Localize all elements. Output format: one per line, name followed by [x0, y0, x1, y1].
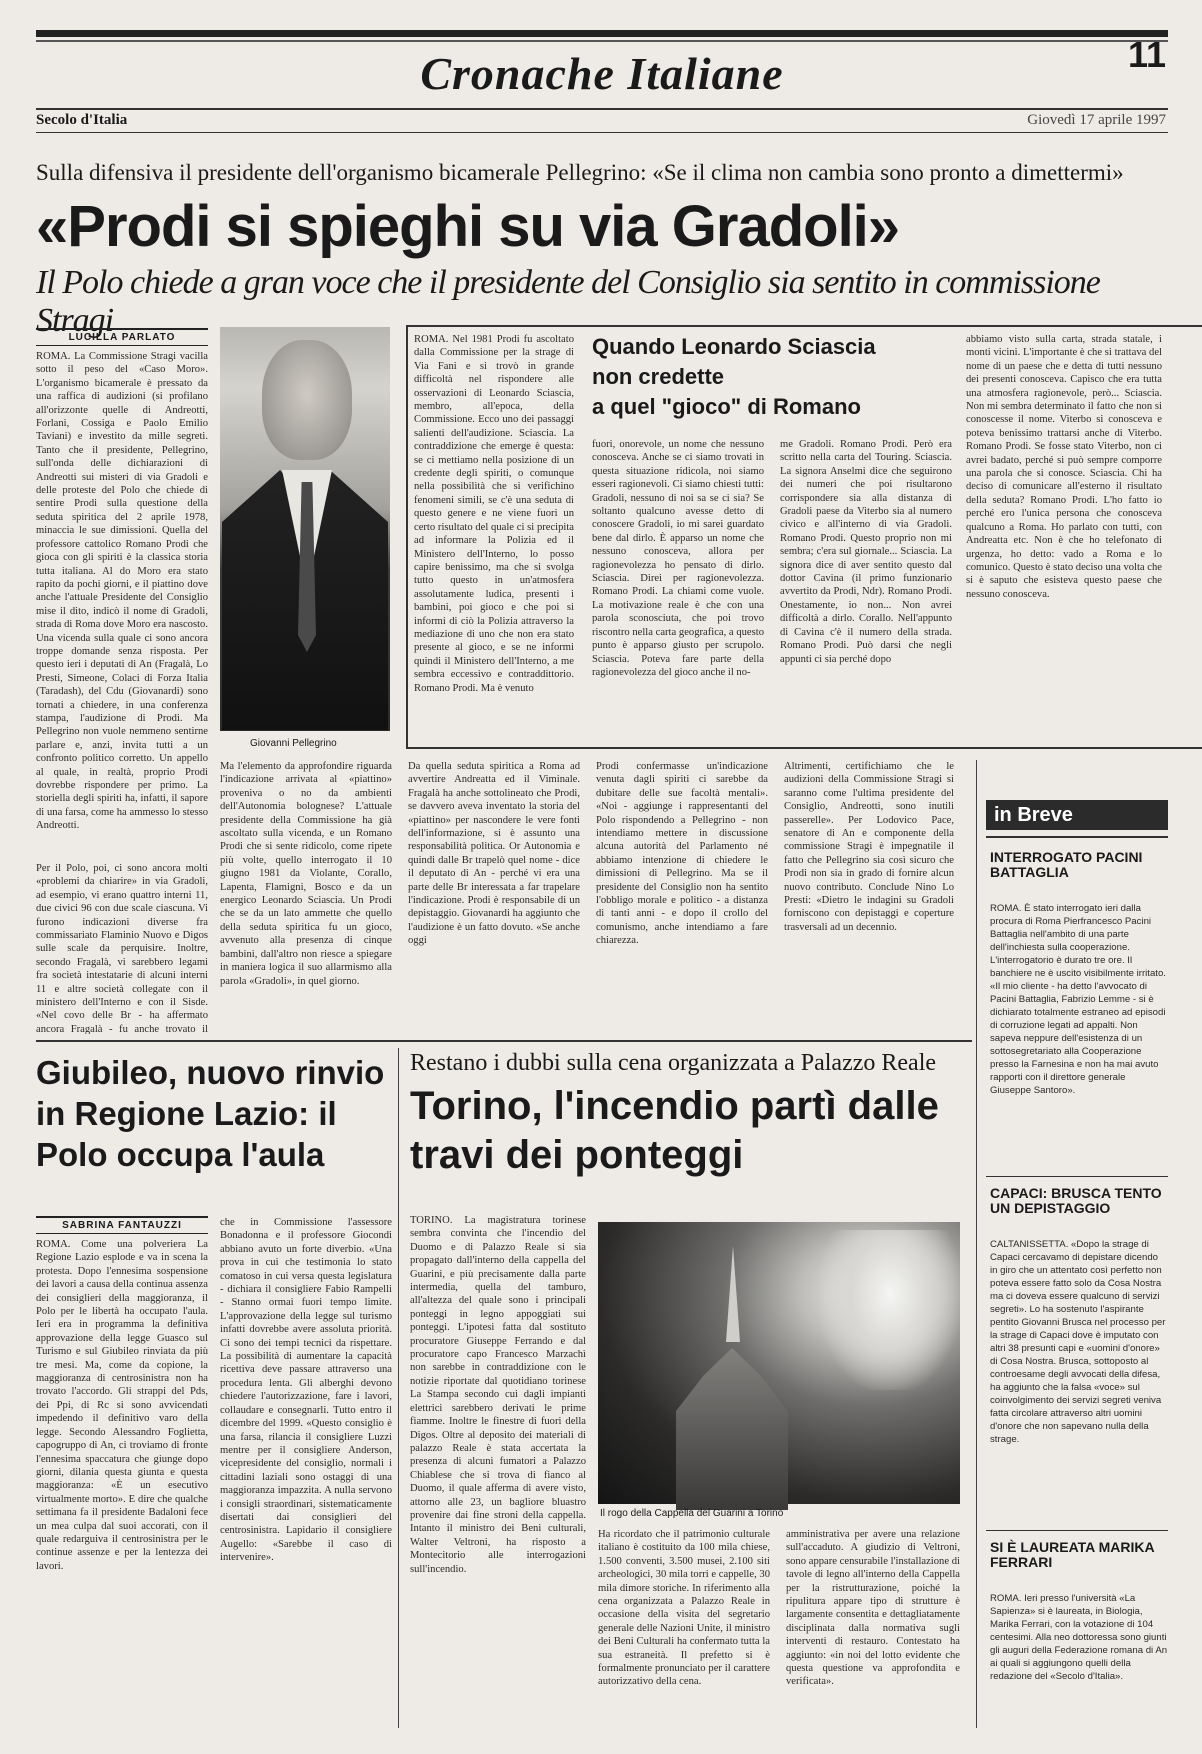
main-byline: LUCILLA PARLATO — [36, 328, 208, 346]
torino-fire-photo-smoke — [820, 1230, 960, 1390]
sciascia-box-col-c: me Gradoli. Romano Prodi. Però era scritto nella carta del Touring. Sciascia. La signora Anselmi dice che seguirono dei numeri che poi risultarono corrispondere sia alla distanza di Gradoli paese da Viterbo sia al numero civico e all'interno di via Gradoli. Romano Prodi. Questo proprio non mi sembra; c'era sul giornale... Sciascia. La signora dice di aver sentito questo dal dottor Cavina (il primo funzionario avvertito da Prodi, Ndr). Romano Prodi. Onestamente, io non... Non avrei difficoltà a dirlo. Corallo. Nell'appunto di Cavina c'è il numero della strada. Romano Prodi. Può darsi che negli appunti ci sia perché dopo — [780, 439, 952, 665]
sciascia-box-col-a: ROMA. Nel 1981 Prodi fu ascoltato dalla Commissione per la strage di Via Fani e si trovò in grande difficoltà nel rispondere alle osservazioni di Leonardo Sciascia, membro, all'epoca, della Commissione. Ecco uno dei passaggi salienti dell'audizione. Sciascia. La contraddizione che emerge è questa: se ci mettiamo nella posizione di un credente degli spiriti, o comunque nella possibilità che si verifichino fenomeni simili, se c'è una seduta di questo genere e ne viene fuori un certo risultato del quale ci si precipita ad informare la Polizia ed il Ministero dell'Interno, lo posso capire benissimo, ma che si svolga tutto questo in un'atmosfera assolutamente ludica, presenti i bambini, poi gioco e che poi si informi di ciò la Polizia attraverso la mediazione di uno che non era stato presente al gioco, e se ne informi quindi il Ministero dell'Interno, a me sembra eccessivo e contraddittorio. Romano Prodi. Ma è venuto — [414, 334, 574, 694]
section-divider — [36, 1040, 972, 1042]
brief-1-text: ROMA. È stato interrogato ieri dalla procura di Roma Pierfrancesco Pacini Battaglia nell'ambito di una parte dell'inchiesta sulla cooperazione. L'interrogatorio è durato tre ore. Il banchiere ne è uscito visibilmente irritato. «Il mio cliente - ha detto l'avvocato di Pacini Battaglia, Fabrizio Lemme - si è dichiarato totalmente estraneo ad episodi di corruzione legati ad appalti. Non sapeva neppure dell'esistenza di un sottosegretariato alla Cooperazione presso la Farnesina e non ha mai avuto rapporti con il direttore generale Giuseppe Santoro». — [990, 903, 1166, 1096]
sciascia-box-headline-line2: non credette — [592, 364, 725, 389]
torino-column-1: TORINO. La magistratura torinese sembra convinta che l'incendio del Duomo e di Palazzo Reale si sia propagato dall'interno della cappella del Guarini, e più precisamente dalla parte intermedia, quella del tamburo, all'altezza del quale sono i principali ponteggi in legno appoggiati sui ponteggi. L'ipotesi fatta dal sostituto procuratore Giuseppe Ferrando e dal procuratore capo Francesco Marzachì non sarebbe in contraddizione con le notizie riportate dal quotidiano torinese La Stampa secondo cui dagli impianti elettrici sarebbero derivati le prime fiamme. Inoltre le finestre di fuori della Digos. Oltre al deposito dei materiali di palazzo Reale è stata accertata la presenza di alcuni fumatori a Palazzo Chiablese che si trova di fianco al Duomo, il quale afferma di avere visto, attorno alle 23, un bagliore bluastro provenire dai fine stroni della cappella. Intanto il ministro dei Beni culturali, Walter Veltroni, ha risposto a Montecitorio alle interrogazioni sull'incendio. — [410, 1215, 586, 1575]
page-number: 11 — [1127, 34, 1166, 75]
main-column-4b: Prodi confermasse un'indicazione venuta dagli spiriti ci sarebbe da dubitare delle sue facoltà mentali». «Noi - aggiunge i rappresentanti del Polo rispondendo a Pellegrino - non intendiamo mettere in discussione alcuna autorità del Parlamento né abbiamo intenzione di chiedere le dimissioni di Pellegrino. Ma se il presidente del Consiglio non ha sentito l'obbligo morale e politico - a distanza di tanti anni - e dopo il crollo del comunismo, anche intendiamo a fare chiarezza. — [596, 761, 768, 947]
brief-2-text: CALTANISSETTA. «Dopo la strage di Capaci cercavamo di depistare dicendo in giro che un attentato così perfetto non poteva essere fatto solo da Cosa Nostra ma ci doveva essere qualcuno di servizi segreti». Lo ha sostenuto l'aspirante pentito Giovanni Brusca nel processo per la strage di Capaci dove è imputato con altri 38 presunti capi e «uomini d'onore» di Cosa Nostra. Brusca, sottoposto al controesame degli avvocati della difesa, ha aggiunto che la falsa «voce» sul coinvolgimento dei servizi segreti veniva fatta circolare attraverso altri uomini d'onore che non sapevano nulla della strage. — [990, 1239, 1166, 1445]
sciascia-box-col-d: abbiamo visto sulla carta, strada statale, i monti vicini. L'importante è che si trattava del nome di un paese che e detta di tutti nessuno dei presenti conosceva. Capisco che era tutta una atmosfera ragionevole, però... Sciascia. Non mi sembra determinato il fatto che non si conoscesse il nome. Viterbo si conosceva e poteva benissimo trattarsi anche di Viterbo. Romano Prodi. Se fosse stato Viterbo, non ci avrei badato, perché si può sempre comporre una parola che si conosce. Sciascia. Chi ha deciso di comunicare all'esterno il risultato della seduta? Romano Prodi. L'ho fatto io perché ero l'unica persona che conosceva qualcuno a Roma. Ho parlato con tutti, con Andreatta etc. Non è che ho telefonato di urgenza, ho detto: vado a Roma e lo comunico. Questo è stato deciso una volta che si è saputo che esisteva questo paese che nessuno conosceva. — [966, 334, 1162, 600]
torino-column-3: amministrativa per avere una relazione sull'accaduto. A giudizio di Veltroni, sono appare censurabile l'installazione di tavole di legno all'interno della Cappella per la ristrutturazione, poiché la ripulitura appare tipo di strutture è largamente consentita e dettagliatamente disciplinata dalla normativa sugli interventi di restauro. Contestato ha aggiunto: «in noi del lotto evidente che questa questione va approfondita e verificata». — [786, 1529, 960, 1688]
main-column-5b: Altrimenti, certifichiamo che le audizioni della Commissione Stragi si saranno come l'ultima presidente del Consiglio, Andreotti, sono inutili passerelle». Per Lodovico Pace, senatore di An e componente della commissione Stragi è impegnatile il fatto che Pellegrino sia così sicuro che Prodi non sia in grado di fornire alcun nuovo contributo. Conclude Nino Lo Presti: «Dietro le indagini su Gradoli forniscono con depistaggi e coperture trasversali ad un decennio. — [784, 761, 954, 933]
brief-2-head: CAPACI: BRUSCA TENTO UN DEPISTAGGIO — [990, 1185, 1162, 1216]
main-subhead: Il Polo chiede a gran voce che il presidente del Consiglio sia sentito in commissione Stragi — [36, 264, 1100, 339]
giubileo-column-2: che in Commissione l'assessore Bonadonna e il professore Giocondi abbiano avuto un forte diverbio. «Una prova in cui che testimonia lo stato comatoso in cui versa questa legislatura - dichiara il consigliere Fabio Rampelli - Stanno ormai fuori tempo limite. L'approvazione della legge sul turismo infatti dovrebbe avere assoluta priorità. Ci sono dei tempi tecnici da rispettare. La possibilità di aumentare la capacità ricettiva deve passare attraverso una procedura lenta. Gli alberghi devono chiedere l'autorizzazione, fare i lavori, collaudare e consegnarli. Tutto entro il dicembre del 1999. «Questo consiglio è una farsa, rilancia il consigliere Luzzi mentre per il consigliere Anderson, vicepresidente del consiglio, normali i cittadini laziali sono ostaggi di una maggioranza impazzita. A nulla servono i consigli straordinari, sistematicamente disertati dai consiglieri del centrosinistra. Lapidario il consigliere Augello: «Sarebbe il caso di intervenire». — [220, 1217, 392, 1564]
pellegrino-photo-caption: Giovanni Pellegrino — [250, 738, 337, 749]
column-rule-inbreve — [976, 760, 977, 1728]
sciascia-box-col-b: fuori, onorevole, un nome che nessuno conosceva. Anche se ci siamo trovati in questa situazione ridicola, noi siamo esseri ragionevoli. Ci siamo chiesti tutti: Gradoli, nessuno di noi sa se ci sia? Se soltanto qualcuno avesse detto di conoscere Gradoli, io mi sarei guardato bene dal dirlo. È apparso un nome che nessuno conosceva, allora per ragionevolezza ho pensato di dirlo. Sciascia. Direi per ragionevolezza. Romano Prodi. La chiami come vuole. La motivazione reale è che con una parola sconosciuta, che poi trovo riscontro nella carta geografica, a questo punto è apparso giusto per scrupolo. Sciascia. Poteva fare parte della ragionevolezza del gioco anche il no- — [592, 439, 764, 678]
brief-1-head: INTERROGATO PACINI BATTAGLIA — [990, 849, 1143, 880]
column-rule-giubileo — [398, 1048, 399, 1728]
inbreve-title: in Breve — [986, 800, 1168, 830]
main-column-1b: Per il Polo, poi, ci sono ancora molti «problemi da chiarire» in via Gradoli, ad esempio, vi erano quattro interni 11, due civici 96 con due scale ciascuna. Vi furono indicazioni diverse fra commissariato Flaminio Nuovo e Digos sulle scale da perquisire. Inoltre, secondo Fragalà, vi sarebbero legami fra società intestatarie di alcuni interni 11 e altre società collegate con il ministero dell'Interno e con il Sisde. «Nel covo delle Br - ha affermato ancora Fragalà - fu anche trovato il — [36, 863, 208, 1034]
masthead-bottom-rule — [36, 108, 1168, 110]
brief-divider-2 — [986, 1530, 1168, 1531]
main-column-2b: Ma l'elemento da approfondire riguarda l'indicazione arrivata al «piattino» proveniva o no da ambienti dell'Autonomia bolognese? L'attuale presidente della Commissione ha già ascoltato sulla vicenda, e un Romano Prodi che si sente ridicolo, come ripete più volte, quello interrogato il 10 giugno 1981 da Violante, Corallo, Lapenta, Flamigni, Bosco e da un energico Leonardo Sciascia. Un Prodi che se da un lato ammette che quello della seduta spiritica fu un gioco, avvenuto alla presenza di cinque bambini, dall'altro non riesce a spiegare in maniera logica il suo allarmismo alla parola «Gradoli», in quel giorno. — [220, 761, 392, 987]
brief-3-text: ROMA. Ieri presso l'università «La Sapienza» si è laureata, in Biologia, Marika Ferrari, con la votazione di 104 centesimi. Alla neo dottoressa sono giunti gli auguri della Federazione romana di An ai quali si aggiungono quelli della redazione del «Secolo d'Italia». — [990, 1593, 1168, 1682]
torino-kicker: Restano i dubbi sulla cena organizzata a Palazzo Reale — [410, 1050, 937, 1076]
torino-column-2: Ha ricordato che il patrimonio culturale italiano è costituito da 100 mila chiese, 1.500 conventi, 3.500 musei, 2.100 siti archeologici, 30 mila torri e cappelle, 30 mila dimore storiche. In riferimento alla cena organizzata a Palazzo Reale in occasione della visita del segretario generale delle Nazioni Unite, il ministro dei Beni Culturali ha confermato tutta la sua estraneità. Il prefetto si è formalmente pronunciato per il carattere autorizzativo della cena. — [598, 1529, 770, 1688]
torino-headline: Torino, l'incendio partì dalle travi dei ponteggi — [410, 1084, 939, 1177]
masthead-top-rule — [36, 30, 1168, 37]
brief-divider-1 — [986, 1176, 1168, 1177]
main-kicker: Sulla difensiva il presidente dell'organismo bicamerale Pellegrino: «Se il clima non cambia sono pronto a dimettermi» — [36, 160, 1124, 185]
inbreve-rule — [986, 836, 1168, 838]
sciascia-box-headline-line1: Quando Leonardo Sciascia — [592, 334, 876, 359]
sciascia-box-headline-line3: a quel "gioco" di Romano — [592, 394, 861, 419]
section-title: Cronache Italiane — [420, 48, 784, 99]
giubileo-byline: SABRINA FANTAUZZI — [36, 1216, 208, 1234]
giubileo-column-1: ROMA. Come una polveriera La Regione Lazio esplode e va in scena la protesta. Dopo l'ennesima sospensione dei lavori a causa della continua assenza dei consiglieri della maggioranza, il Polo per le libertà ha occupato l'aula. Ieri era in programma la definitiva approvazione della legge Guasco sul Turismo e sul Giubileo rinviata da più tre mesi. Ma, come da copione, la maggioranza di centrosinistra non ha trovato l'accordo. Gli strappi del Pds, dei Ppi, di Rc si sono avvicendati impedendo il definitivo varo della legge. Secondo Alessandro Foglietta, capogruppo di An, ci troviamo di fronte l'ennesima spaccatura che giunge dopo giorni, dilania questa giunta e questa maggioranza: «È un esecutivo virtualmente morto». E dire che qualche settimana fa il presidente Badaloni fece un mea culpa dal suoi accorati, con il quale redarguiva il centrosinistra per le continue assenze e per la lentezza dei lavori. — [36, 1239, 208, 1572]
pellegrino-photo-face — [262, 340, 352, 460]
newspaper-name: Secolo d'Italia — [36, 112, 128, 128]
date-rule — [36, 132, 1168, 133]
main-column-3b: Da quella seduta spiritica a Roma ad avvertire Andreatta ed il Viminale. Fragalà ha anche sottolineato che Prodi, se davvero aveva inventato la storia del «piattino» per nascondere le vere fonti dell'informazione, si è assunto una responsabilità politica. Or Autonomia e quindi dalle Br trapelò quel nome - dice il deputato di An - perché vi era una parte delle Br interessata a far trapelare l'indicazione. Prodi è responsabile di un depistaggio. Giovanardi ha aggiunto che l'audizione è un fatto dovuto. «Se anche oggi — [408, 761, 580, 947]
issue-date: Giovedì 17 aprile 1997 — [1027, 112, 1166, 128]
main-headline: «Prodi si spieghi su via Gradoli» — [36, 194, 900, 259]
main-column-1: ROMA. La Commissione Stragi vacilla sotto il peso del «Caso Moro». L'organismo bicamerale è pressato da una raffica di audizioni (si profilano all'orizzonte quelle di Andreotti, Forlani, Cossiga e Paolo Emilio Taviani) e investito da mille segreti. Tanto che il presidente, Pellegrino, sull'onda delle dichiarazioni di Andreotti sui misteri di via Gradoli e delle proteste del Polo che chiede di sentire Prodi sulla questione della seduta spiritica del 2 aprile 1978, minaccia le sue dimissioni. Quella del professore cattolico Romano Prodi che gioca con gli spiriti è la classica storia tutta italiana. Al do Moro era stato rapito da pochi giorni, e il piattino dove anche l'attuale Presidente del Consiglio mise il dito, indicò il nome di Gradoli, strada di Roma dove Moro era nascosto. Una vicenda sulla quale ci sono ancora troppe domande senza risposta. Per questo ieri i deputati di An (Fragalà, Lo Presti, Simeone, Colaci di Forza Italia (Taradash), del Cdu (Giovanardi) sono tornati a chiedere, in una conferenza stampa, l'audizione di Prodi. Ma Pellegrino non vuole nemmeno sentirne parlare e, anzi, invita tutti a un confronto politico corretto. Un appello al quale, in realtà, proprio Prodi dovrebbe rispondere per primo. La storiella degli spiriti ha, infatti, il sapore di una farsa, come ha ammesso lo stesso Andreotti. — [36, 351, 208, 832]
brief-3-head: SI È LAUREATA MARIKA FERRARI — [990, 1539, 1155, 1570]
masthead — [36, 40, 1168, 108]
sciascia-box-headline — [592, 332, 962, 422]
giubileo-headline: Giubileo, nuovo rinvio in Regione Lazio: il Polo occupa l'aula — [36, 1054, 385, 1173]
torino-photo-caption: Il rogo della Cappella del Guarini a Torino — [600, 1508, 784, 1519]
